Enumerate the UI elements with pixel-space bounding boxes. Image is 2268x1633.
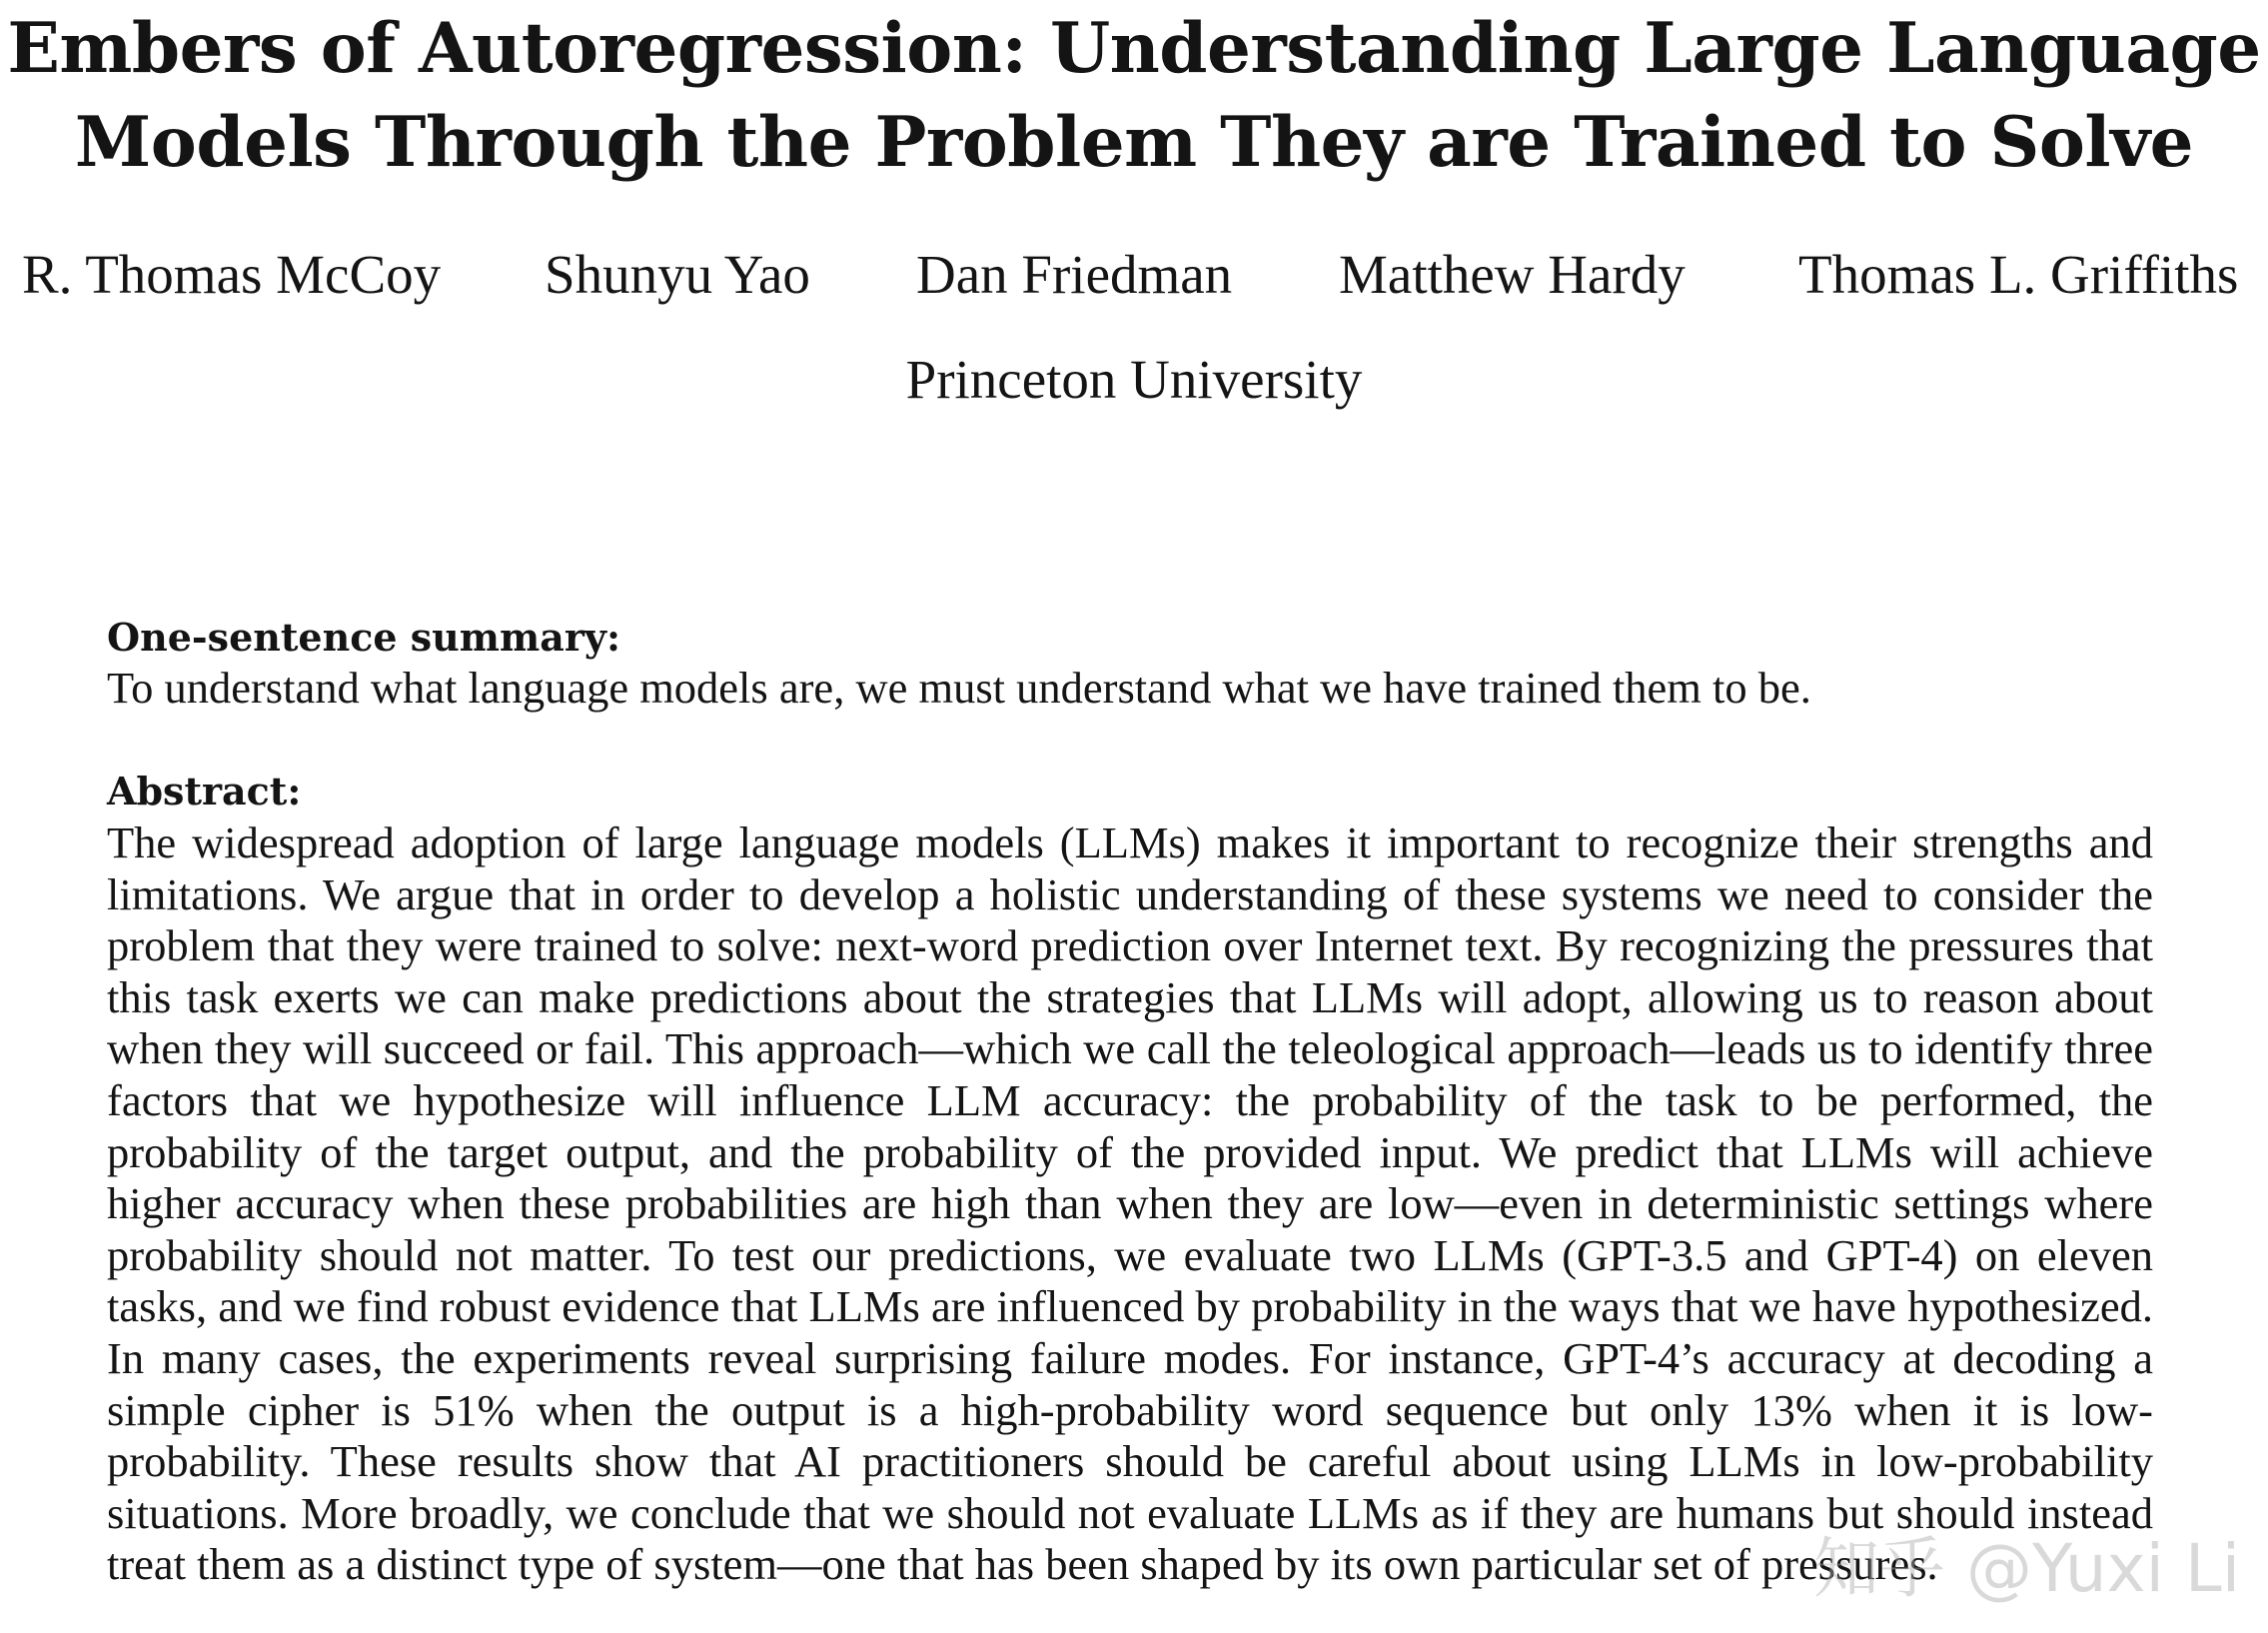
title-line-2: Models Through the Problem They are Trained to Solve: [74, 102, 2194, 183]
author-name: Matthew Hardy: [1339, 244, 1686, 305]
author-name: Dan Friedman: [916, 244, 1233, 305]
abstract-heading: Abstract:: [107, 769, 302, 814]
abstract-body: The widespread adoption of large language models (LLMs) makes it important to recognize their strengths and limitations. We argue that in order to develop a holistic understanding of these systems we need to consider the problem that they were trained to solve: next-word prediction over Internet text. By recognizing the pressures that this task exerts we can make predictions about the strategies that LLMs will adopt, allowing us to reason about when they will succeed or fail. This approach—which we call the teleological approach—leads us to identify three factors that we hypothesize will influence LLM accuracy: the probability of the task to be performed, the probability of the target output, and the probability of the provided input. We predict that LLMs will achieve higher accuracy when these probabilities are high than when they are low—even in deterministic settings where probability should not matter. To test our predictions, we evaluate two LLMs (GPT-3.5 and GPT-4) on eleven tasks, and we find robust evidence that LLMs are influenced by probability in the ways that we have hypothesized. In many cases, the experiments reveal surprising failure modes. For instance, GPT-4’s accuracy at decoding a simple cipher is 51% when the output is a high-probability word sequence but only 13% when it is low-probability. These results show that AI practitioners should be careful about using LLMs in low-probability situations. More broadly, we conclude that we should not evaluate LLMs as if they are humans but should instead treat them as a distinct type of system—one that has been shaped by its own particular set of pressures.: [107, 817, 2153, 1590]
title-line-1: Embers of Autoregression: Understanding Large Language: [7, 8, 2261, 89]
author-name: R. Thomas McCoy: [22, 244, 442, 305]
summary-heading: One-sentence summary:: [107, 615, 620, 660]
affiliation: Princeton University: [905, 349, 1363, 410]
paper-title: [0, 2, 2268, 190]
author-list: [0, 240, 2268, 310]
author-name: Shunyu Yao: [545, 244, 810, 305]
watermark: 知乎 @Yuxi Li: [1813, 1530, 2241, 1607]
summary-text: To understand what language models are, we must understand what we have trained them to be.: [107, 663, 1811, 713]
author-name: Thomas L. Griffiths: [1798, 244, 2239, 305]
